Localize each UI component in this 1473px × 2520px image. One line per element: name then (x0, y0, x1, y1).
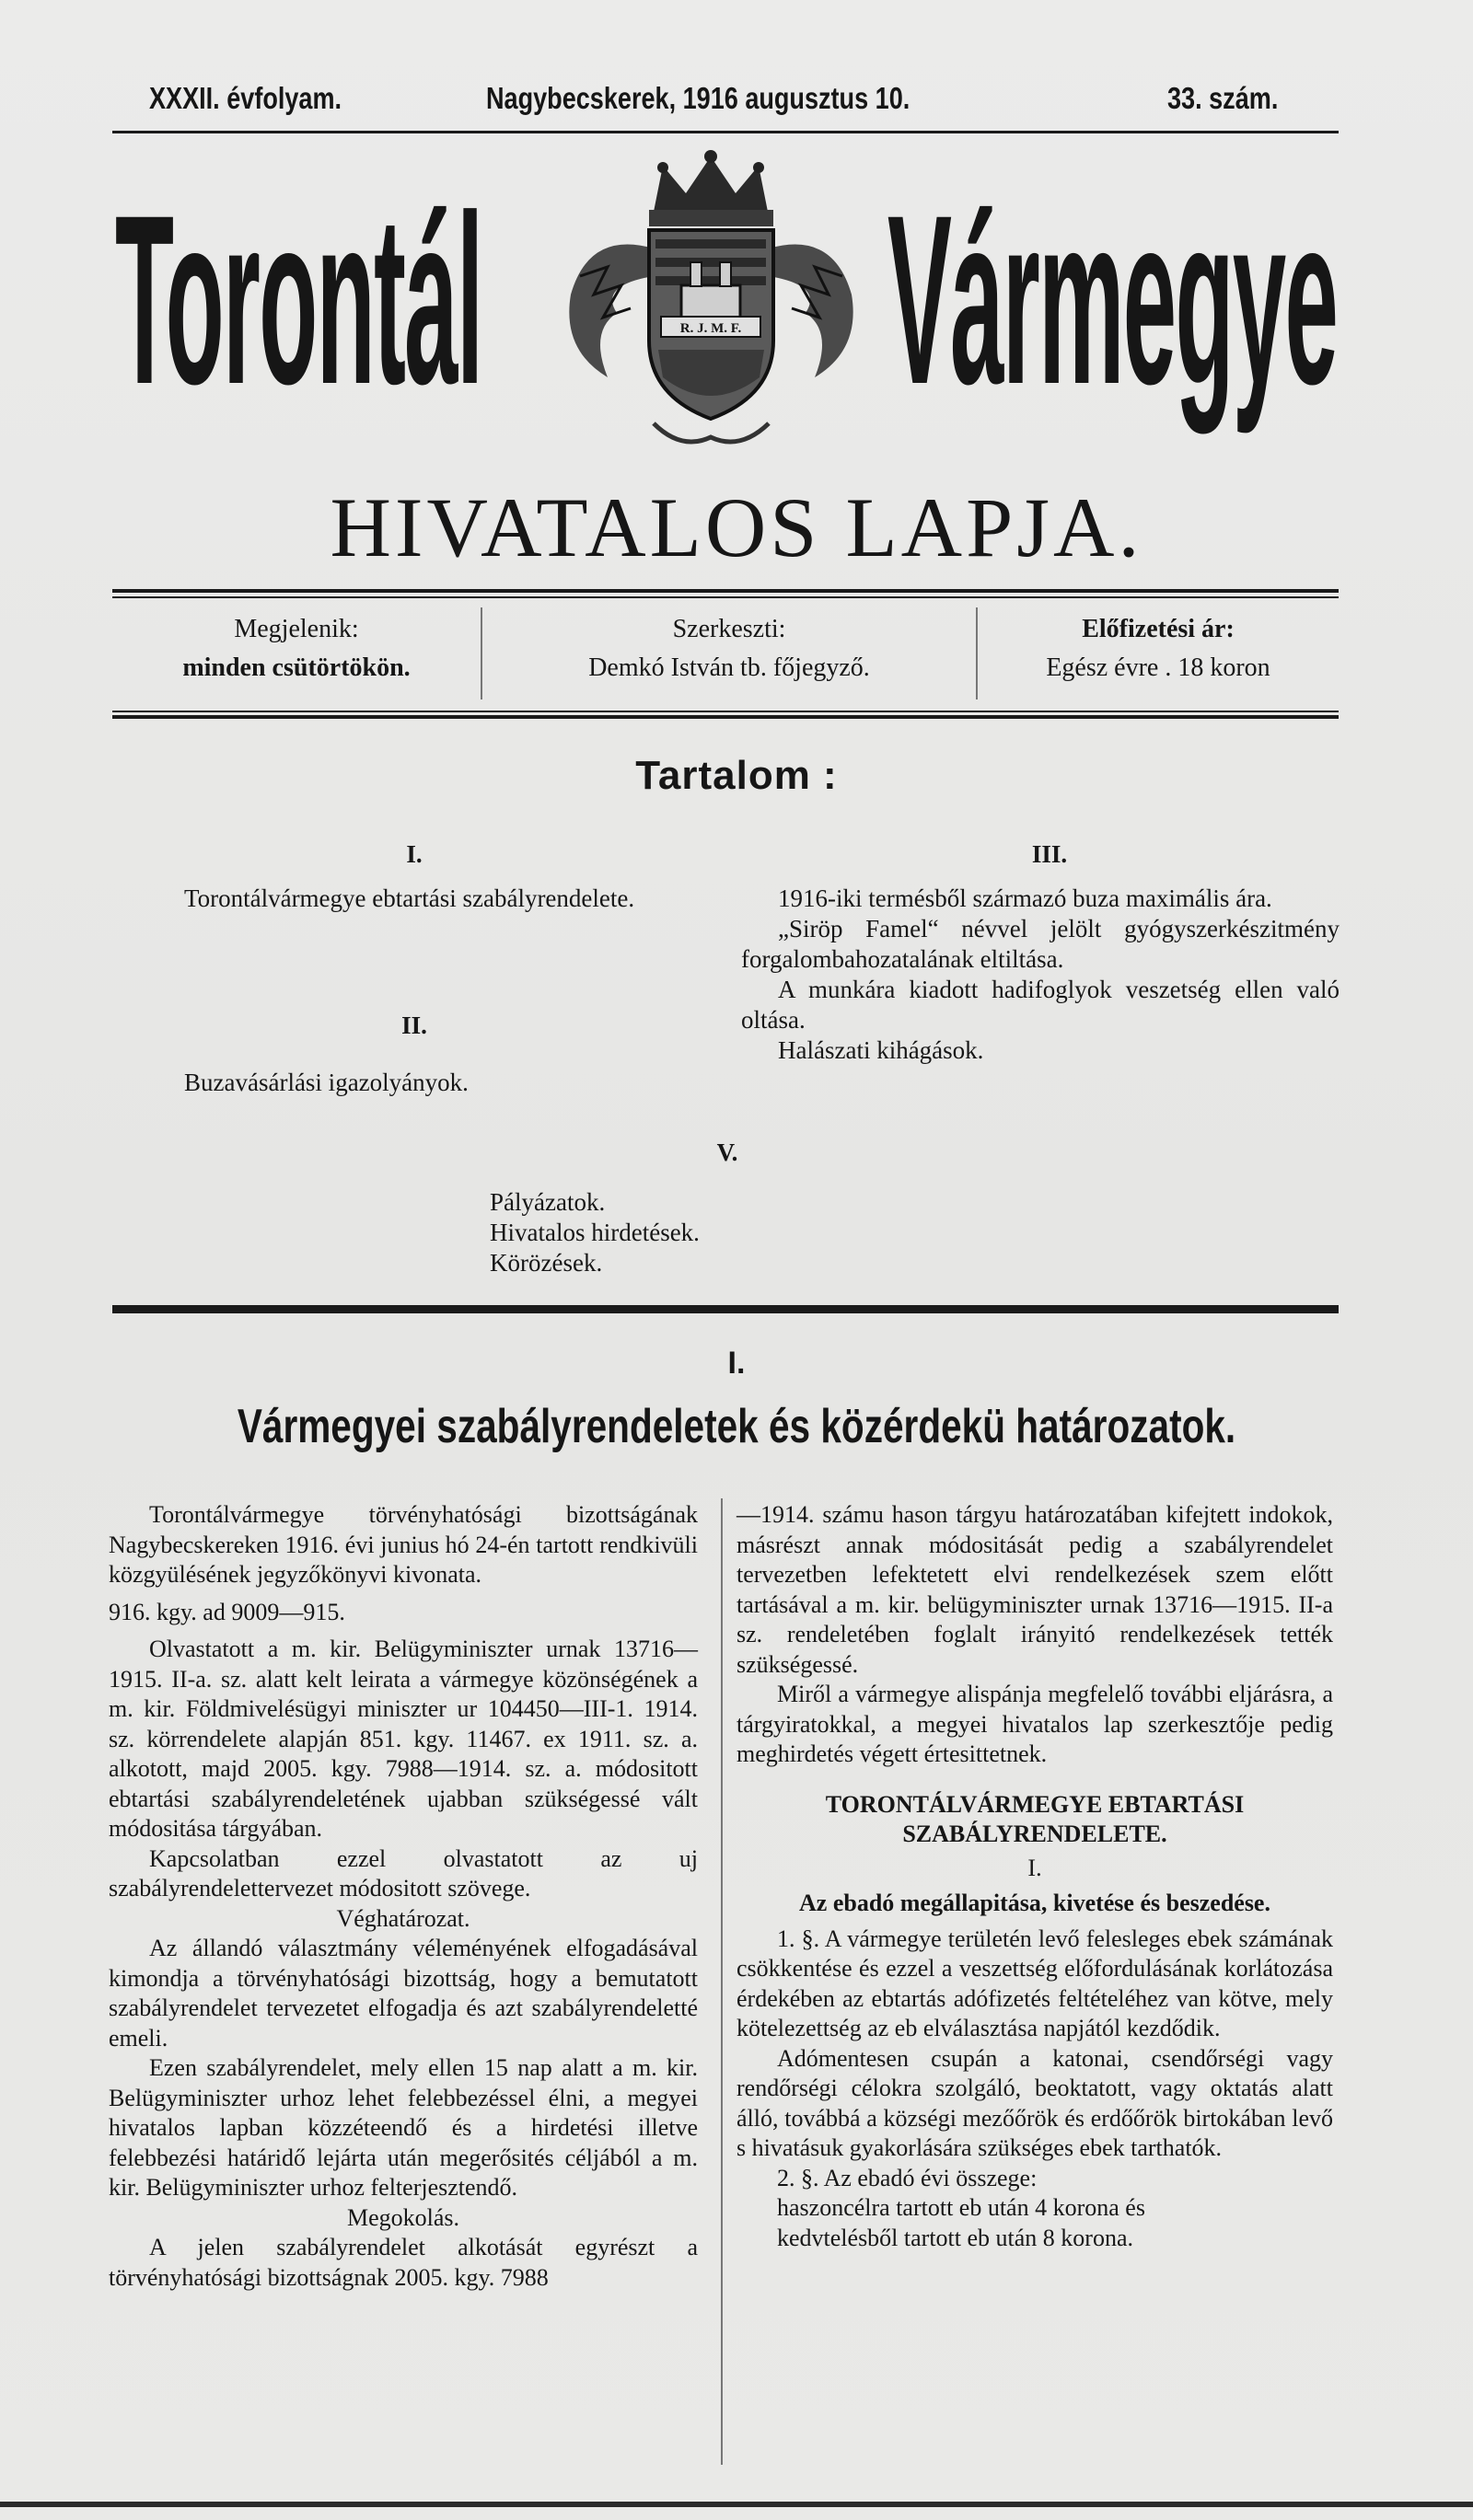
right-column (736, 1500, 1333, 2253)
price-block (978, 610, 1339, 688)
body-paragraph: Az állandó választmány véleményének elfogadásával kimondja a törvényhatósági bizottság, hogy a bemutatott szabályrendelet tervezetet elfogadja és azt szabályrendeletté emeli. (109, 1935, 698, 2052)
editor-label: Szerkeszti: (672, 615, 786, 643)
toc-item: Buzavásárlási igazolyányok. (184, 1069, 469, 1096)
coat-of-arms-text: R. J. M. F. (679, 321, 742, 336)
editor-value: Demkó István tb. főjegyző. (588, 653, 870, 682)
tax-rate-line: haszoncélra tartott eb után 4 korona és (777, 2194, 1145, 2221)
decision-heading: Véghatározat. (336, 1904, 470, 1932)
left-column (109, 1500, 698, 2293)
contents-title: Tartalom : (635, 753, 838, 798)
info-bar-bottom-rule (112, 715, 1339, 719)
toc-item: A munkára kiadott hadifoglyok veszetség ellen való oltása. (741, 976, 1340, 1034)
toc-section-number: V. (716, 1139, 738, 1166)
toc-item: Halászati kihágások. (778, 1036, 984, 1064)
toc-section-number: II. (401, 1011, 427, 1039)
body-paragraph: Miről a vármegye alispánja megfelelő további eljárásra, a tárgyiratokkal, a megyei hivatalos lap szerkesztője pedig meghirdetés végett értesittetnek. (736, 1681, 1333, 1767)
paragraph-two: 2. §. Az ebadó évi összege: (777, 2164, 1038, 2191)
header-rule (112, 131, 1339, 133)
price-label: Előfizetési ár: (1082, 615, 1235, 643)
volume-label: XXXII. évfolyam. (149, 81, 342, 115)
toc-item: Körözések. (490, 1249, 603, 1277)
appears-value: minden csütörtökön. (182, 653, 411, 682)
chapter-number: I. (1027, 1854, 1042, 1881)
toc-item: 1916-iki termésből származó buza maximális ára. (778, 884, 1272, 912)
intro-paragraph: Torontálvármegye törvényhatósági bizottságának Nagybecskereken 1916. évi junius hó 24-én tartott rendkivüli közgyülésének jegyzőkönyvi kivonata. (109, 1501, 698, 1588)
section-number: I. (727, 1346, 746, 1381)
body-paragraph: Ezen szabályrendelet, mely ellen 15 nap alatt a m. kir. Belügyminiszter urhoz lehet felebbezéssel élni, a megyei hivatalos lapban közzéteendő és a hirdetési illetve felebbezési határidő lejárta után megerősités céljából a m. kir. Belügyminiszter urhoz felterjesztendő. (109, 2054, 698, 2201)
tax-rate-line: kedvtelésből tartott eb után 8 korona. (777, 2224, 1134, 2251)
toc-section-number: I. (406, 840, 423, 868)
info-bar-top-rule (112, 589, 1339, 593)
editor-block (482, 610, 976, 688)
body-paragraph: A jelen szabályrendelet alkotását egyrészt a törvényhatósági bizottságnak 2005. kgy. 7988 (109, 2234, 698, 2291)
appears-block (112, 610, 481, 688)
reason-heading: Megokolás. (346, 2203, 460, 2231)
price-value: Egész évre . 18 koron (1046, 653, 1270, 682)
place-date: Nagybecskerek, 1916 augusztus 10. (486, 81, 910, 115)
toc-item: Hivatalos hirdetések. (490, 1219, 700, 1246)
issue-number: 33. szám. (1167, 81, 1279, 115)
coat-of-arms-icon (552, 147, 870, 460)
info-bar-top-rule-thin (112, 596, 1339, 598)
toc-section-three (741, 884, 1340, 1066)
paragraph-one-b: Adómentesen csupán a katonai, csendőrségi vagy rendőrségi célokra szolgáló, beoktatott, vagy oktatás alatt álló, továbbá a községi mezőőrök és erdőőrök birtokában levő s hivatásuk gyakorlására szükséges ebek tarthatók. (736, 2044, 1333, 2161)
paragraph-one: 1. §. A vármegye területén levő felesleges ebek számának csökkentése és ezzel a veszettség előfordulásának korlátozása érdekében az ebtartás adófizetés feltételéhez van kötve, mely kötelezettség az eb elválasztása napjától kezdődik. (736, 1925, 1333, 2041)
contents-bottom-rule (112, 1305, 1339, 1313)
section-title: Vármegyei szabályrendeletek és közérdekü határozatok. (237, 1400, 1236, 1453)
toc-item: Pályázatok. (490, 1188, 606, 1216)
masthead-subtitle: HIVATALOS LAPJA. (330, 480, 1143, 574)
toc-item: „Siröp Famel“ névvel jelölt gyógyszerkészitmény forgalombahozatalának eltiltása. (741, 915, 1340, 973)
toc-section-number: III. (1031, 840, 1068, 868)
reference-number: 916. kgy. ad 9009—915. (109, 1598, 345, 1625)
info-bar-bottom-rule-thin (112, 711, 1339, 712)
toc-item: Torontálvármegye ebtartási szabályrendelete. (184, 884, 635, 912)
column-divider (721, 1498, 723, 2465)
body-paragraph: Olvastatott a m. kir. Belügyminiszter urnak 13716—1915. II-a. sz. alatt kelt leirata a vármegye közönségének a m. kir. Földmivelésügyi miniszter ur 104450—III-1. 1914. sz. körrendelete alapján 851. kgy. 11467. ex 1911. sz. a. alkotott, majd 2005. kgy. 7988—1914. sz. a. módositott ebtartási szabályrendeletének ujabban szükségessé vált módositása tárgyában. (109, 1636, 698, 1842)
toc-section-five (490, 1187, 950, 1278)
body-paragraph: Kapcsolatban ezzel olvastatott az uj szabályrendelettervezet módositott szövege. (109, 1844, 698, 1902)
body-paragraph: —1914. számu hason tárgyu határozatában kifejtett indokok, másrészt annak módositását pedig a szabályrendelet tervezetben lefektetett elvi rendelkezések szem előtt tartásával a m. kir. belügyminiszter urnak 13716—1915. II-a sz. rendeletében foglalt irányitó rendelkezések tették szükségessé. (736, 1501, 1333, 1678)
appears-label: Megjelenik: (234, 615, 359, 643)
chapter-title: Az ebadó megállapitása, kivetése és beszedése. (799, 1890, 1270, 1916)
masthead-left-word: Torontál (115, 165, 482, 434)
page-bottom-edge (0, 2502, 1473, 2507)
masthead-right-word: Vármegye (887, 165, 1338, 434)
regulation-title: TORONTÁLVÁRMEGYE EBTARTÁSI SZABÁLYRENDELETE. (825, 1790, 1245, 1847)
